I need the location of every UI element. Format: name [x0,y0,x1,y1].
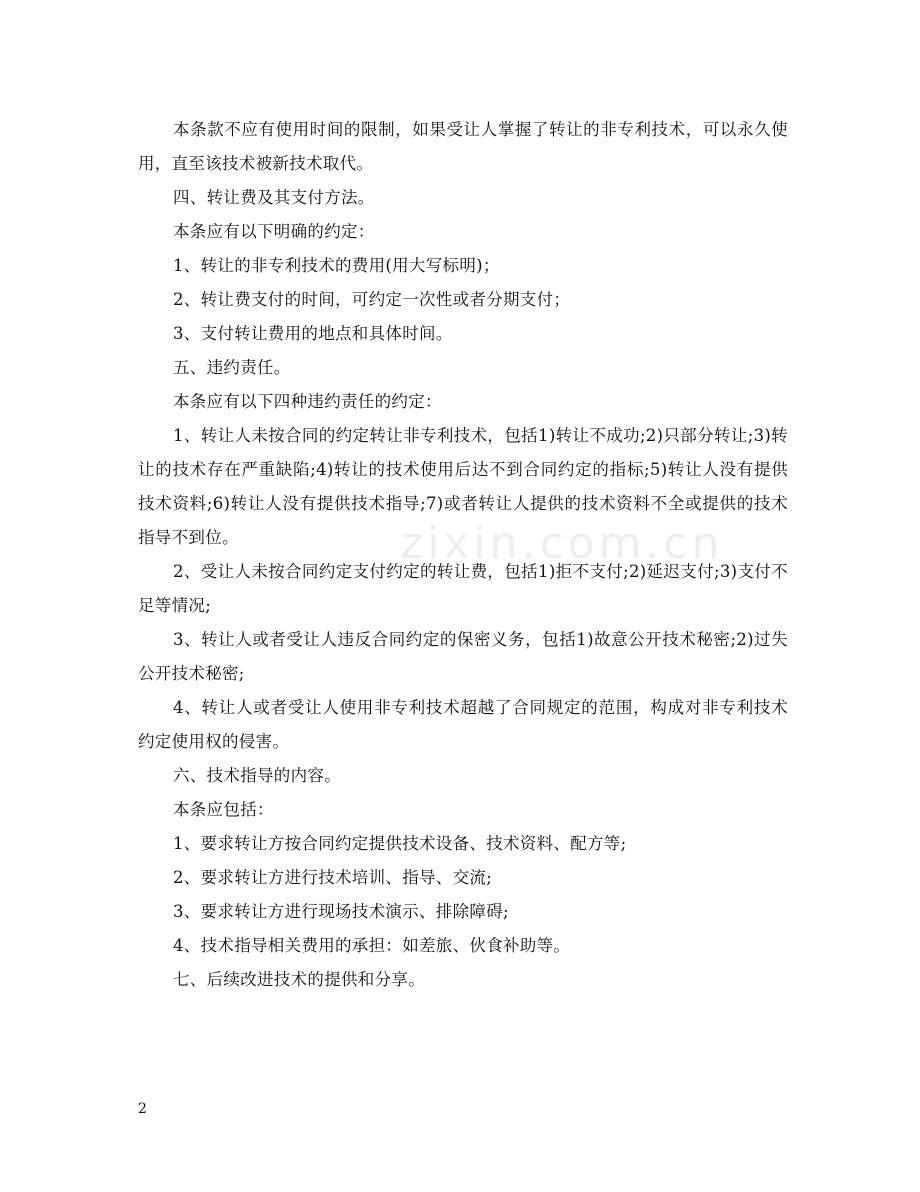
section-heading: 四、转让费及其支付方法。 [173,188,375,207]
paragraph: 本条应有以下四种违约责任的约定： [173,392,442,411]
section-heading: 五、违约责任。 [173,358,291,377]
paragraph: 本条应包括： [173,800,274,819]
paragraph: 本条款不应有使用时间的限制，如果受让人掌握了转让的非专利技术，可以永久使用，直至该技术被新技术取代。 [138,120,788,173]
page-number: 2 [138,1101,147,1117]
list-item: 4、技术指导相关费用的承担：如差旅、伙食补助等。 [173,936,571,955]
list-item: 4、转让人或者受让人使用非专利技术超越了合同规定的范围，构成对非专利技术约定使用权的侵害。 [138,698,788,751]
list-item: 2、受让人未按合同约定支付约定的转让费，包括1)拒不支付;2)延迟支付;3)支付不足等情况; [138,562,788,615]
list-item: 2、要求转让方进行技术培训、指导、交流; [173,868,493,887]
watermark: zixin.com.cn [400,518,724,569]
list-item: 2、转让费支付的时间，可约定一次性或者分期支付； [173,290,571,309]
list-item: 1、转让人未按合同的约定转让非专利技术，包括1)转让不成功;2)只部分转让;3)转让的技术存在严重缺陷;4)转让的技术使用后达不到合同约定的指标;5)转让人没有提供技术资料;6)转让人没有提供技术指导;7)或者转让人提供的技术资料不全或提供的技术指导不到位。 [138,426,788,547]
list-item: 3、支付转让费用的地点和具体时间。 [173,324,453,343]
list-item: 3、转让人或者受让人违反合同约定的保密义务，包括1)故意公开技术秘密;2)过失公开技术秘密; [138,630,788,683]
list-item: 1、转让的非专利技术的费用(用大写标明)； [173,256,500,275]
section-heading: 六、技术指导的内容。 [173,766,341,785]
paragraph: 本条应有以下明确的约定： [173,222,375,241]
list-item: 1、要求转让方按合同约定提供技术设备、技术资料、配方等; [173,834,627,853]
section-heading: 七、后续改进技术的提供和分享。 [173,970,425,989]
list-item: 3、要求转让方进行现场技术演示、排除障碍; [173,902,509,921]
